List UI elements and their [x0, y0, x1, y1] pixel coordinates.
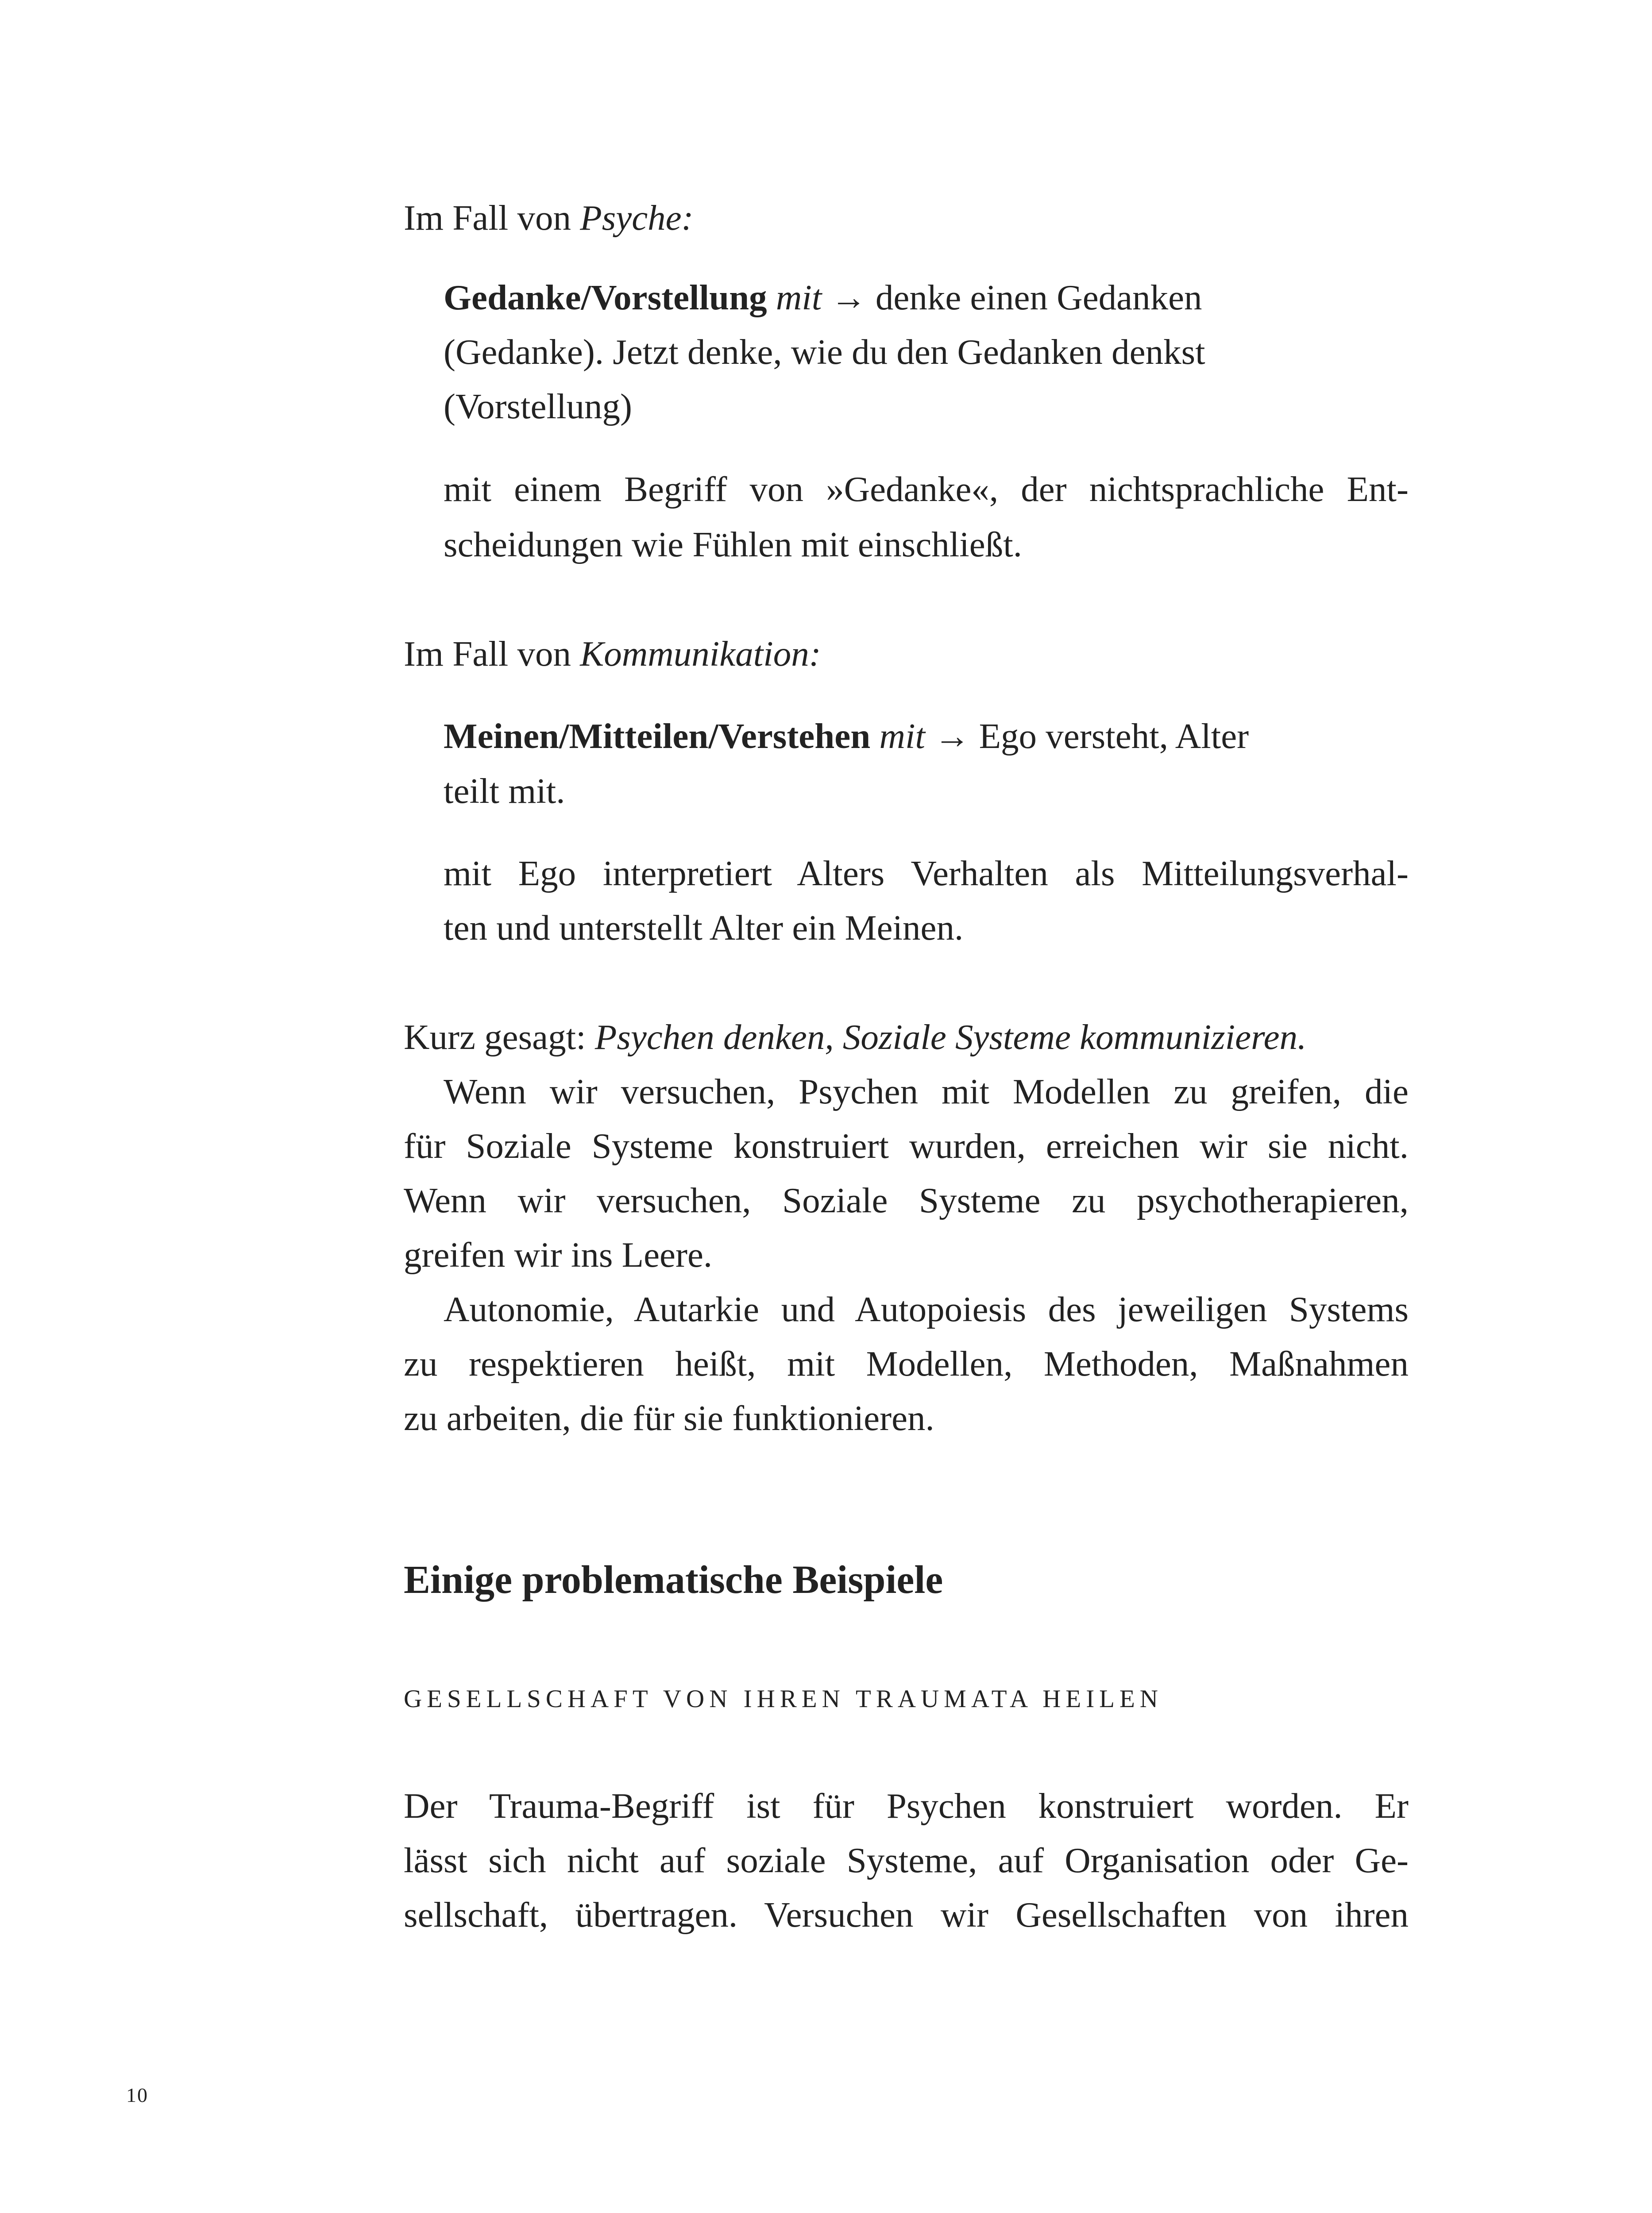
summary-p1-line-3: Wenn wir versuchen, Soziale Systeme zu psychotherapieren, — [404, 1180, 1409, 1220]
section-subheading: GESELLSCHAFT VON IHREN TRAUMATA HEILEN — [404, 1685, 1163, 1713]
psyche-note-line-1: mit einem Begriff von »Gedanke«, der nichtsprachliche Ent- — [444, 469, 1409, 509]
summary-p1-line-1: Wenn wir versuchen, Psychen mit Modellen zu greifen, die — [444, 1072, 1409, 1111]
psyche-mit: mit — [776, 278, 822, 317]
kommunikation-intro-text: Im Fall von — [404, 634, 571, 674]
psyche-definition-line-3: (Vorstellung) — [444, 386, 632, 426]
psyche-definition-line-1 — [444, 280, 1202, 316]
psyche-intro-label: Psyche: — [580, 198, 694, 238]
arrow-icon: → — [934, 716, 970, 756]
psyche-definition-rest: denke einen Gedanken — [875, 278, 1202, 317]
summary-p1-line-2: für Soziale Systeme konstruiert wurden, erreichen wir sie nicht. — [404, 1126, 1409, 1166]
page-number: 10 — [126, 2084, 148, 2106]
arrow-icon: → — [830, 278, 867, 317]
kommunikation-intro-label: Kommunikation: — [580, 634, 821, 674]
section-body-line-2: lässt sich nicht auf soziale Systeme, auf Organisation oder Ge- — [404, 1840, 1409, 1880]
psyche-definition-line-2: (Gedanke). Jetzt denke, wie du den Gedanken denkst — [444, 332, 1205, 372]
kommunikation-mit: mit — [879, 716, 926, 756]
summary-lead — [404, 1019, 1306, 1055]
summary-lead-text: Kurz gesagt: — [404, 1017, 586, 1057]
summary-p2-line-2: zu respektieren heißt, mit Modellen, Methoden, Maßnahmen — [404, 1344, 1409, 1384]
kommunikation-term: Meinen/Mitteilen/Verstehen — [444, 716, 871, 756]
kommunikation-note-line-1: mit Ego interpretiert Alters Verhalten als Mitteilungsverhal- — [444, 853, 1409, 893]
kommunikation-note-line-2: ten und unterstellt Alter ein Meinen. — [444, 908, 964, 948]
summary-p1-line-4: greifen wir ins Leere. — [404, 1235, 713, 1275]
section-heading: Einige problematische Beispiele — [404, 1558, 943, 1602]
summary-lead-italic: Psychen denken, Soziale Systeme kommunizieren. — [594, 1017, 1307, 1057]
summary-p2-line-1: Autonomie, Autarkie und Autopoiesis des jeweiligen Systems — [444, 1289, 1409, 1329]
kommunikation-definition-line-2: teilt mit. — [444, 771, 565, 811]
psyche-note-line-2: scheidungen wie Fühlen mit einschließt. — [444, 524, 1022, 564]
kommunikation-intro — [404, 636, 821, 672]
section-body-line-1: Der Trauma-Begriff ist für Psychen konstruiert worden. Er — [404, 1786, 1409, 1826]
psyche-intro-text: Im Fall von — [404, 198, 571, 238]
kommunikation-definition-line-1 — [444, 718, 1249, 754]
psyche-term: Gedanke/Vorstellung — [444, 278, 767, 317]
psyche-intro — [404, 200, 694, 236]
section-body-line-3: sellschaft, übertragen. Versuchen wir Gesellschaften von ihren — [404, 1895, 1409, 1935]
kommunikation-definition-rest: Ego versteht, Alter — [979, 716, 1249, 756]
summary-p2-line-3: zu arbeiten, die für sie funktionieren. — [404, 1398, 934, 1438]
